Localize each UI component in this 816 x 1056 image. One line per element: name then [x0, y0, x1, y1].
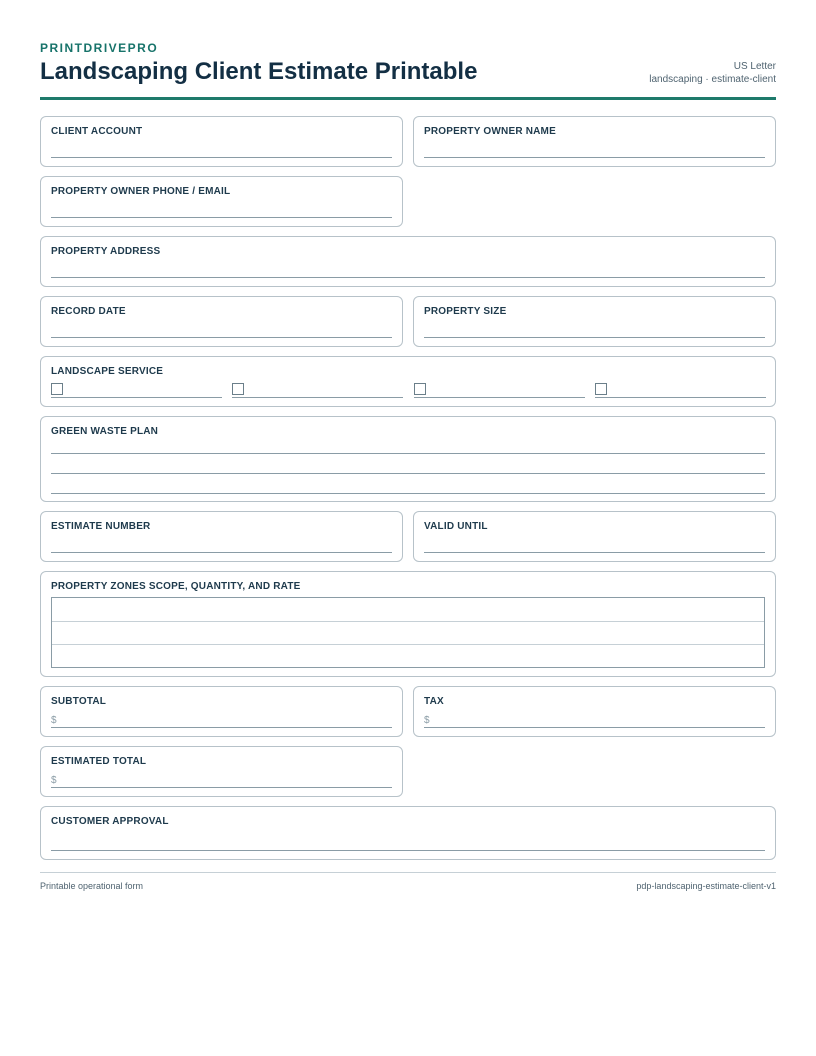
landscape-service-field — [40, 356, 776, 407]
service-option-4[interactable] — [595, 383, 766, 398]
write-line — [424, 727, 765, 728]
write-line — [51, 787, 392, 788]
footer-description: Printable operational form — [40, 881, 144, 891]
subtotal-field[interactable] — [40, 686, 403, 737]
estimate-number-field[interactable] — [40, 511, 403, 562]
write-line — [51, 337, 392, 338]
document-meta — [649, 60, 776, 86]
write-line — [595, 397, 766, 398]
checkbox[interactable] — [595, 383, 607, 395]
field-label: PROPERTY OWNER PHONE / EMAIL — [51, 186, 231, 197]
checkbox[interactable] — [51, 383, 63, 395]
write-line — [424, 337, 765, 338]
page-title: Landscaping Client Estimate Printable — [40, 58, 478, 85]
field-label: CUSTOMER APPROVAL — [51, 816, 169, 827]
green-waste-plan-field[interactable] — [40, 416, 776, 502]
field-label: VALID UNTIL — [424, 521, 488, 532]
write-line — [51, 157, 392, 158]
field-label: RECORD DATE — [51, 306, 126, 317]
property-owner-contact-field[interactable] — [40, 176, 403, 227]
property-zones-table[interactable] — [51, 597, 765, 668]
record-date-field[interactable] — [40, 296, 403, 347]
header-rule — [40, 97, 776, 100]
property-zones-field — [40, 571, 776, 677]
write-line — [51, 473, 765, 474]
field-label: SUBTOTAL — [51, 696, 107, 707]
field-label: GREEN WASTE PLAN — [51, 426, 159, 437]
table-row-divider — [52, 621, 764, 622]
estimated-total-field[interactable] — [40, 746, 403, 797]
field-label: LANDSCAPE SERVICE — [51, 366, 164, 377]
write-line — [51, 217, 392, 218]
write-line — [51, 397, 222, 398]
property-address-field[interactable] — [40, 236, 776, 287]
write-line — [51, 453, 765, 454]
footer-rule — [40, 872, 776, 873]
service-option-2[interactable] — [232, 383, 403, 398]
field-label: PROPERTY ZONES SCOPE, QUANTITY, AND RATE — [51, 581, 301, 592]
customer-approval-field[interactable] — [40, 806, 776, 860]
table-row-divider — [52, 644, 764, 645]
field-label: PROPERTY SIZE — [424, 306, 507, 317]
field-label: TAX — [424, 696, 444, 707]
write-line — [414, 397, 585, 398]
checkbox[interactable] — [232, 383, 244, 395]
currency-symbol: $ — [51, 715, 57, 726]
currency-symbol: $ — [51, 775, 57, 786]
property-owner-name-field[interactable] — [413, 116, 776, 167]
service-option-3[interactable] — [414, 383, 585, 398]
field-label: PROPERTY OWNER NAME — [424, 126, 556, 137]
signature-line — [51, 850, 765, 851]
field-label: ESTIMATE NUMBER — [51, 521, 151, 532]
property-size-field[interactable] — [413, 296, 776, 347]
service-option-1[interactable] — [51, 383, 222, 398]
client-account-field[interactable] — [40, 116, 403, 167]
write-line — [424, 157, 765, 158]
write-line — [424, 552, 765, 553]
write-line — [232, 397, 403, 398]
paper-size: US Letter — [733, 61, 776, 72]
document-tags: landscaping · estimate-client — [649, 74, 776, 85]
currency-symbol: $ — [424, 715, 430, 726]
write-line — [51, 727, 392, 728]
checkbox[interactable] — [414, 383, 426, 395]
field-label: CLIENT ACCOUNT — [51, 126, 143, 137]
field-label: ESTIMATED TOTAL — [51, 756, 147, 767]
footer-form-id: pdp-landscaping-estimate-client-v1 — [636, 881, 776, 891]
write-line — [51, 493, 765, 494]
write-line — [51, 277, 765, 278]
field-label: PROPERTY ADDRESS — [51, 246, 161, 257]
write-line — [51, 552, 392, 553]
brand-name: PRINTDRIVEPRO — [40, 41, 159, 55]
tax-field[interactable] — [413, 686, 776, 737]
valid-until-field[interactable] — [413, 511, 776, 562]
